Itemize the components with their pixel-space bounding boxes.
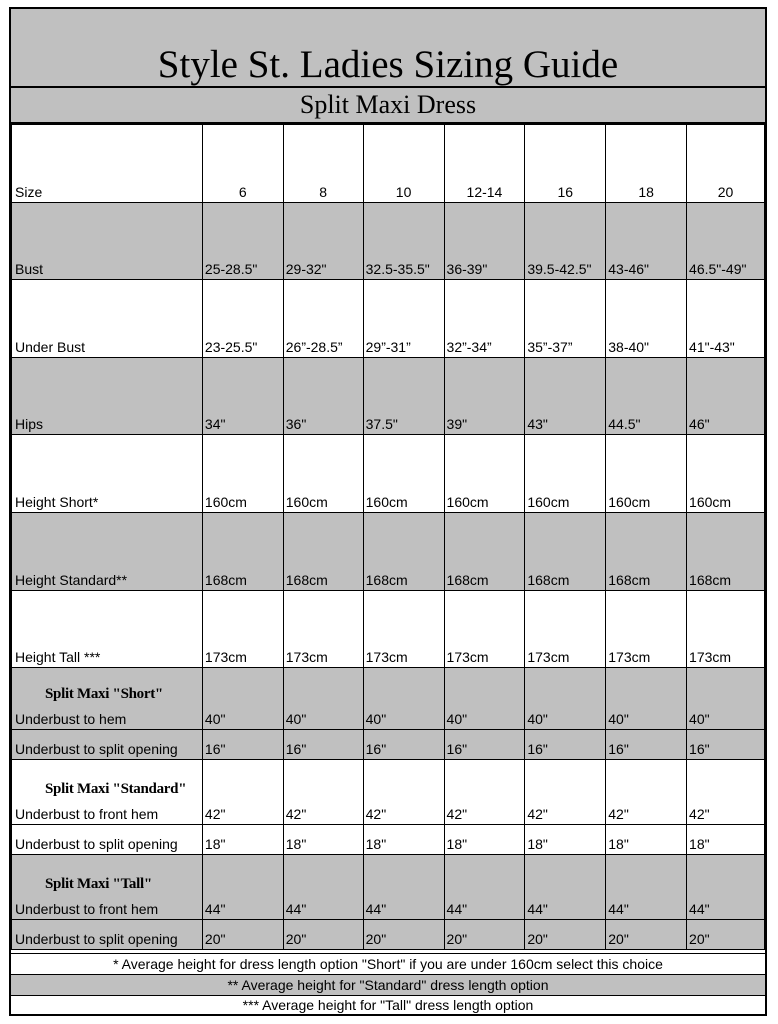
row-label: Height Short*	[12, 435, 203, 513]
value-cell: 16"	[525, 730, 606, 760]
value-cell: 37.5"	[363, 358, 444, 435]
value-cell: 20"	[525, 920, 606, 950]
size-header-cell: 16	[525, 125, 606, 203]
section-split-row	[12, 730, 765, 760]
value-cell: 29-32"	[283, 203, 363, 280]
value-cell: 160cm	[525, 435, 606, 513]
size-row	[12, 125, 765, 203]
value-cell: 168cm	[202, 513, 283, 591]
value-cell: 18"	[363, 825, 444, 855]
size-header-cell: 10	[363, 125, 444, 203]
value-cell: 168cm	[283, 513, 363, 591]
section-hem-row	[12, 760, 765, 825]
value-cell: 173cm	[606, 591, 687, 668]
value-cell: 173cm	[283, 591, 363, 668]
value-cell: 18"	[444, 825, 525, 855]
value-cell: 39"	[444, 358, 525, 435]
value-cell: 16"	[363, 730, 444, 760]
value-cell: 16"	[202, 730, 283, 760]
size-header-cell: 12-14	[444, 125, 525, 203]
measurement-row	[12, 591, 765, 668]
value-cell: 42"	[202, 760, 283, 825]
title-banner	[11, 9, 765, 88]
value-cell: 42"	[525, 760, 606, 825]
measurement-row	[12, 203, 765, 280]
value-cell: 16"	[444, 730, 525, 760]
value-cell: 36"	[283, 358, 363, 435]
size-header-cell: 18	[606, 125, 687, 203]
value-cell: 40"	[444, 668, 525, 730]
size-header-cell: 6	[202, 125, 283, 203]
row-label: Under Bust	[12, 280, 203, 358]
section-title: Split Maxi "Standard"	[45, 781, 187, 797]
size-header-cell: 8	[283, 125, 363, 203]
measurement-row	[12, 513, 765, 591]
row-label: Underbust to split opening	[12, 730, 203, 760]
value-cell: 20"	[444, 920, 525, 950]
section-title: Split Maxi "Tall"	[45, 876, 152, 892]
value-cell: 32.5-35.5"	[363, 203, 444, 280]
row-label: Height Tall ***	[12, 591, 203, 668]
value-cell: 173cm	[444, 591, 525, 668]
value-cell: 34"	[202, 358, 283, 435]
value-cell: 42"	[283, 760, 363, 825]
value-cell: 46.5"-49"	[687, 203, 765, 280]
value-cell: 42"	[687, 760, 765, 825]
value-cell: 16"	[283, 730, 363, 760]
section-title: Split Maxi "Short"	[45, 686, 163, 702]
value-cell: 43-46"	[606, 203, 687, 280]
value-cell: 42"	[363, 760, 444, 825]
section-label-cell	[12, 668, 203, 730]
footnote-tall: *** Average height for "Tall" dress length option	[11, 995, 765, 1014]
value-cell: 160cm	[606, 435, 687, 513]
value-cell: 20"	[606, 920, 687, 950]
page-subtitle: Split Maxi Dress	[299, 90, 477, 119]
value-cell: 44"	[525, 855, 606, 920]
value-cell: 44"	[283, 855, 363, 920]
value-cell: 23-25.5"	[202, 280, 283, 358]
value-cell: 43"	[525, 358, 606, 435]
value-cell: 41"-43"	[687, 280, 765, 358]
value-cell: 32”-34”	[444, 280, 525, 358]
value-cell: 160cm	[687, 435, 765, 513]
value-cell: 168cm	[606, 513, 687, 591]
value-cell: 38-40"	[606, 280, 687, 358]
row-label: Bust	[12, 203, 203, 280]
value-cell: 44"	[687, 855, 765, 920]
value-cell: 40"	[202, 668, 283, 730]
footnote-short: * Average height for dress length option "Short" if you are under 160cm select this choice	[11, 953, 765, 974]
row-label: Height Standard**	[12, 513, 203, 591]
value-cell: 44.5"	[606, 358, 687, 435]
value-cell: 18"	[525, 825, 606, 855]
value-cell: 40"	[283, 668, 363, 730]
sizing-guide-frame	[9, 7, 767, 1016]
value-cell: 173cm	[525, 591, 606, 668]
value-cell: 168cm	[687, 513, 765, 591]
value-cell: 35”-37”	[525, 280, 606, 358]
value-cell: 40"	[687, 668, 765, 730]
row-label: Hips	[12, 358, 203, 435]
value-cell: 160cm	[444, 435, 525, 513]
value-cell: 173cm	[687, 591, 765, 668]
row-label: Underbust to split opening	[12, 825, 203, 855]
value-cell: 16"	[606, 730, 687, 760]
value-cell: 39.5-42.5"	[525, 203, 606, 280]
value-cell: 42"	[606, 760, 687, 825]
row-label: Underbust to split opening	[12, 920, 203, 950]
value-cell: 18"	[283, 825, 363, 855]
value-cell: 29”-31”	[363, 280, 444, 358]
value-cell: 44"	[606, 855, 687, 920]
value-cell: 20"	[202, 920, 283, 950]
size-table	[11, 124, 765, 950]
value-cell: 26”-28.5”	[283, 280, 363, 358]
footnote-standard: ** Average height for "Standard" dress length option	[11, 974, 765, 995]
value-cell: 18"	[202, 825, 283, 855]
value-cell: 44"	[444, 855, 525, 920]
value-cell: 20"	[687, 920, 765, 950]
section-label-cell	[12, 760, 203, 825]
value-cell: 160cm	[202, 435, 283, 513]
value-cell: 40"	[363, 668, 444, 730]
value-cell: 160cm	[283, 435, 363, 513]
value-cell: 173cm	[363, 591, 444, 668]
measurement-row	[12, 280, 765, 358]
page-title: Style St. Ladies Sizing Guide	[157, 43, 619, 86]
value-cell: 18"	[687, 825, 765, 855]
subtitle-banner	[11, 88, 765, 124]
section-split-row	[12, 825, 765, 855]
value-cell: 46"	[687, 358, 765, 435]
section-split-row	[12, 920, 765, 950]
value-cell: 20"	[363, 920, 444, 950]
value-cell: 44"	[363, 855, 444, 920]
value-cell: 44"	[202, 855, 283, 920]
section-hem-row	[12, 668, 765, 730]
row-label: Underbust to hem	[15, 711, 127, 727]
value-cell: 36-39"	[444, 203, 525, 280]
measurement-row	[12, 358, 765, 435]
size-label: Size	[12, 125, 203, 203]
value-cell: 18"	[606, 825, 687, 855]
row-label: Underbust to front hem	[15, 901, 159, 917]
section-hem-row	[12, 855, 765, 920]
value-cell: 42"	[444, 760, 525, 825]
value-cell: 160cm	[363, 435, 444, 513]
value-cell: 168cm	[363, 513, 444, 591]
section-label-cell	[12, 855, 203, 920]
row-label: Underbust to front hem	[15, 806, 159, 822]
value-cell: 25-28.5"	[202, 203, 283, 280]
size-header-cell: 20	[687, 125, 765, 203]
value-cell: 40"	[606, 668, 687, 730]
value-cell: 16"	[687, 730, 765, 760]
value-cell: 168cm	[525, 513, 606, 591]
measurement-row	[12, 435, 765, 513]
value-cell: 20"	[283, 920, 363, 950]
value-cell: 173cm	[202, 591, 283, 668]
value-cell: 40"	[525, 668, 606, 730]
value-cell: 168cm	[444, 513, 525, 591]
